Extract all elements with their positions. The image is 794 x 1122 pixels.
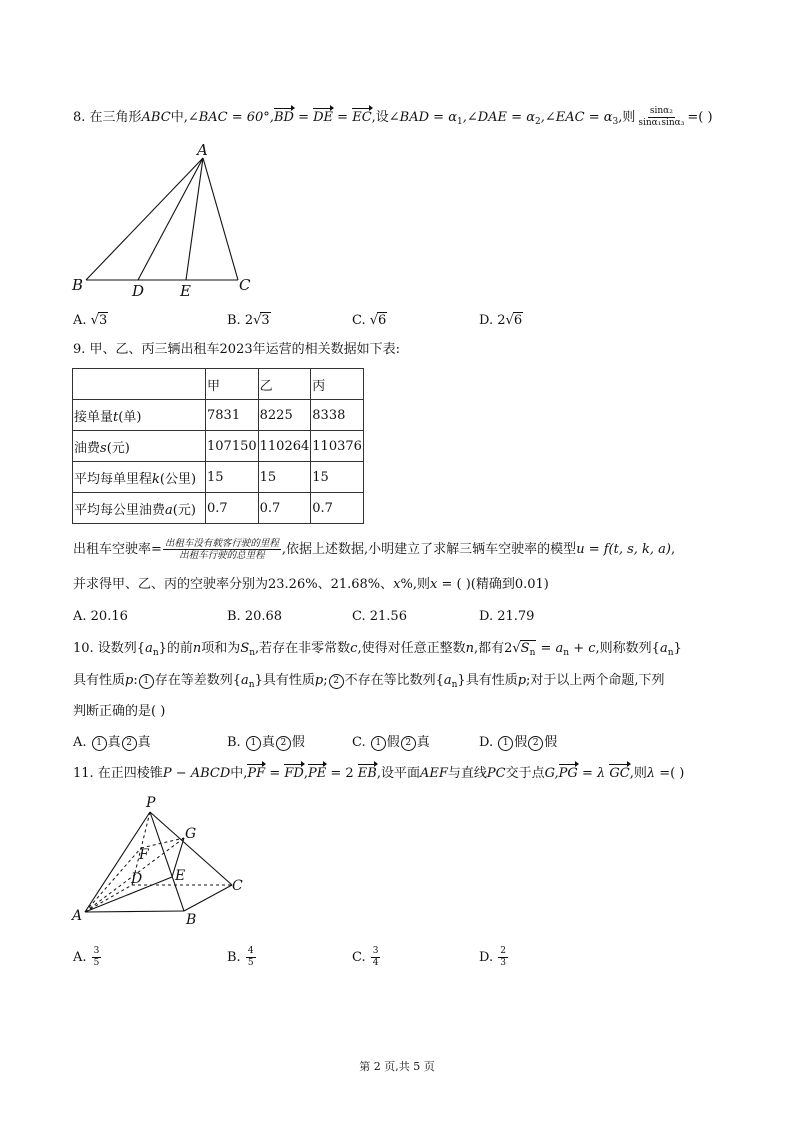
- footer-text: 页: [423, 1060, 435, 1073]
- q8-label-a: A: [197, 141, 208, 159]
- table-header-cell: [73, 369, 206, 400]
- q9-option-d[interactable]: D. 21.79: [479, 609, 535, 624]
- q10-option-b[interactable]: [227, 732, 305, 754]
- q10-text: ;对于以上两个命题,下列: [526, 673, 665, 688]
- table-row: [73, 431, 364, 462]
- q11-vector-eb: EB: [358, 763, 377, 785]
- q11-vector-fd: FD: [284, 763, 303, 785]
- option-letter: D.: [479, 735, 498, 750]
- q10-properties: [73, 670, 665, 696]
- table-cell: 8225: [258, 400, 311, 431]
- question-8-stem: [73, 106, 713, 133]
- q10-subscript: n: [152, 648, 159, 658]
- q11-equals: =: [265, 766, 285, 781]
- q9-text: 出租车空驶率=: [73, 542, 162, 557]
- row-label-text: 油费: [74, 440, 101, 456]
- table-cell: 0.7: [206, 493, 259, 524]
- circled-number-1: 1: [92, 736, 107, 751]
- row-label-text: 接单量: [74, 409, 114, 425]
- q9-text: ,: [671, 542, 676, 557]
- table-cell: 8338: [311, 400, 364, 431]
- fraction-denominator: 4: [372, 958, 379, 968]
- table-header-cell: 乙: [258, 369, 311, 400]
- question-9-stem: 9. 甲、乙、丙三辆出租车2023年运营的相关数据如下表:: [73, 342, 400, 357]
- q11-edge-bc: [184, 885, 232, 911]
- q10-text: 10. 设数列{: [73, 641, 146, 656]
- q9-fraction-denominator: 出租车行驶的总里程: [179, 550, 265, 561]
- table-cell: 110264: [258, 431, 311, 462]
- q8-angle-dae: ,∠DAE = α: [462, 110, 535, 125]
- radicand: 6: [378, 313, 387, 328]
- q10-var: a: [241, 673, 249, 688]
- q9-model-formula: u = f(t, s, k, a): [576, 542, 671, 557]
- radicand: 3: [98, 313, 108, 328]
- q10-text: :: [133, 673, 138, 688]
- row-label-text: 平均每公里油费: [74, 502, 166, 518]
- q8-angle-eac: ,∠EAC = α: [540, 110, 613, 125]
- q9-text: = ( )(精确到0.01): [437, 577, 549, 592]
- q10-formula: = a: [536, 641, 564, 656]
- option-word: 假: [386, 735, 400, 750]
- option-letter: A.: [73, 950, 91, 965]
- fraction-denominator: 5: [93, 958, 100, 968]
- q8-label-e: E: [180, 282, 191, 300]
- q11-lambda: λ: [646, 766, 656, 781]
- option-word: 真: [416, 735, 430, 750]
- fraction-denominator: 5: [247, 958, 254, 968]
- q9-option-a[interactable]: A. 20.16: [73, 609, 128, 624]
- option-letter: C.: [352, 735, 370, 750]
- q8-vector-ec: EC: [352, 107, 371, 129]
- q8-subscript: 2: [534, 117, 541, 127]
- q8-subscript: 3: [612, 117, 619, 127]
- q10-var: S: [520, 641, 530, 656]
- q11-point-g: G,: [544, 766, 559, 781]
- q8-vector-bd: BD: [274, 107, 294, 129]
- q10-text: }具有性质: [254, 673, 315, 688]
- q10-question-line: 判断正确的是( ): [73, 704, 166, 719]
- option-letter: B.: [227, 950, 245, 965]
- option-coefficient: 2: [244, 313, 254, 328]
- q10-var: p: [517, 673, 527, 688]
- q9-options: [73, 606, 753, 628]
- q11-pyramid-figure: [66, 792, 266, 930]
- q10-subscript: n: [451, 680, 458, 690]
- radicand: 6: [513, 313, 523, 328]
- circled-number-2: 2: [329, 674, 344, 689]
- q10-var: p: [314, 673, 324, 688]
- row-label-unit: (元): [106, 440, 130, 456]
- table-cell: 0.7: [258, 493, 311, 524]
- option-letter: C.: [352, 313, 370, 328]
- q11-text: 中,: [230, 766, 248, 781]
- row-label-variable: t: [113, 409, 119, 425]
- footer-text: 页,共: [384, 1060, 410, 1073]
- q10-var: p: [125, 673, 134, 688]
- table-row-label: [73, 431, 206, 462]
- q11-equals: = λ: [577, 766, 610, 781]
- circled-number-2: 2: [276, 736, 291, 751]
- row-label-unit: (公里): [159, 471, 197, 487]
- radicand: [520, 640, 537, 656]
- table-cell: 15: [311, 462, 364, 493]
- question-10-stem: [73, 638, 682, 664]
- q11-text: 11. 在正四棱锥: [73, 766, 163, 781]
- table-cell: 107150: [206, 431, 259, 462]
- table-header-row: [73, 369, 364, 400]
- option-fraction: [371, 946, 381, 969]
- circled-number-1: 1: [139, 674, 154, 689]
- q8-text: 中,: [170, 110, 188, 125]
- q11-option-a[interactable]: [73, 946, 102, 969]
- q8-equals: =: [293, 110, 314, 125]
- q11-vector-pf: PF: [247, 763, 265, 785]
- q8-option-b[interactable]: [227, 310, 271, 332]
- q10-text: ,都有2: [473, 641, 513, 656]
- table-row: [73, 400, 364, 431]
- q11-plane-aef: AEF: [419, 766, 448, 781]
- q8-triangle-figure: [66, 138, 266, 302]
- q8-segment-ad: [138, 158, 203, 280]
- circled-number-2: 2: [528, 736, 543, 751]
- q11-label-a: A: [72, 908, 83, 924]
- q11-segment-ae: [85, 877, 172, 912]
- option-word: 假: [544, 735, 558, 750]
- q8-fraction-numerator: sinα₂: [649, 106, 673, 116]
- q8-label-d: D: [132, 282, 145, 300]
- row-label-variable: a: [165, 502, 173, 518]
- q10-text: }具有性质: [457, 673, 518, 688]
- sqrt-symbol: $√S_n$: [512, 641, 536, 658]
- q9-data-table: [72, 368, 364, 524]
- footer-total-pages: 5: [413, 1060, 421, 1073]
- q8-label-b: B: [72, 276, 84, 294]
- q10-text: }的前: [158, 641, 193, 656]
- table-cell: 15: [258, 462, 311, 493]
- q8-equals: =: [333, 110, 353, 125]
- q8-angle-bac: ∠BAC = 60°,: [187, 110, 274, 125]
- row-label-unit: (元): [172, 502, 196, 518]
- option-fraction: [92, 946, 102, 969]
- q11-text: 交于点: [505, 766, 545, 781]
- table-cell: 0.7: [311, 493, 364, 524]
- table-cell: 7831: [206, 400, 259, 431]
- q9-variable-x: x: [429, 577, 438, 592]
- q10-option-c[interactable]: [352, 732, 430, 754]
- q11-text: ,则: [629, 766, 647, 781]
- q10-var: S: [240, 641, 250, 656]
- q11-label-b: B: [186, 912, 197, 928]
- q8-answer-blank: =( ): [687, 110, 713, 125]
- q11-vector-pg: PG: [559, 763, 578, 785]
- q10-subscript: n: [529, 648, 536, 658]
- option-word: 假: [514, 735, 528, 750]
- option-letter: B.: [227, 313, 245, 328]
- q11-options: [73, 946, 753, 968]
- q8-vector-de: DE: [313, 107, 333, 129]
- q10-subscript: n: [667, 648, 674, 658]
- sqrt-symbol: √3: [90, 313, 108, 328]
- table-header-cell: 甲: [206, 369, 259, 400]
- q10-formula: + c: [569, 641, 596, 656]
- table-row: [73, 462, 364, 493]
- q8-fraction: [636, 106, 686, 129]
- circled-number-2: 2: [122, 736, 137, 751]
- q11-vector-gc: GC: [609, 763, 629, 785]
- fraction-numerator: 3: [93, 946, 100, 956]
- row-label-variable: s: [100, 440, 107, 456]
- q11-option-b[interactable]: [227, 946, 257, 969]
- q9-text: 并求得甲、乙、丙的空驶率分别为23.26%、21.68%、: [73, 577, 394, 592]
- circled-number-1: 1: [498, 736, 513, 751]
- q11-label-g: G: [185, 826, 197, 842]
- q8-option-d[interactable]: [479, 310, 523, 332]
- option-letter: D.: [479, 950, 498, 965]
- q10-var: c: [350, 641, 358, 656]
- q8-fraction-denominator: sinα₁sinα₃: [638, 118, 685, 128]
- sqrt-symbol: √6: [369, 313, 387, 328]
- option-fraction: [498, 946, 508, 969]
- q10-text: ,则称数列{: [595, 641, 660, 656]
- option-coefficient: 2: [497, 313, 506, 328]
- question-11-stem: [73, 763, 684, 785]
- q11-text: 与直线: [447, 766, 487, 781]
- q9-text: %,则: [400, 577, 430, 592]
- q8-options: [73, 310, 753, 332]
- q9-variable-x: x: [393, 577, 401, 592]
- q11-vector-pe: PE: [308, 763, 326, 785]
- q10-var: a: [659, 641, 668, 656]
- q10-var: n: [465, 641, 474, 656]
- row-label-unit: (单): [118, 409, 142, 425]
- option-letter: B.: [227, 735, 245, 750]
- table-row-label: [73, 493, 206, 524]
- q8-segment-ae: [186, 158, 203, 280]
- option-word: 真: [261, 735, 275, 750]
- q9-rate-definition: [73, 538, 675, 561]
- row-label-text: 平均每单里程: [74, 471, 153, 487]
- option-word: 真: [107, 735, 121, 750]
- radicand: 3: [261, 313, 270, 328]
- q11-edge-ad-hidden: [85, 885, 132, 912]
- table-cell: 110376: [311, 431, 364, 462]
- q8-edge-ac: [203, 158, 238, 280]
- table-row-label: [73, 462, 206, 493]
- q8-text: ,则: [618, 110, 636, 125]
- fraction-numerator: 2: [500, 946, 506, 956]
- q10-option-a[interactable]: [73, 732, 151, 754]
- q10-text: ;: [323, 673, 328, 688]
- q11-pyramid-name: P − ABCD: [162, 766, 231, 781]
- q8-subscript: 1: [456, 117, 463, 127]
- q11-label-d: D: [131, 871, 143, 887]
- q8-edge-ab: [86, 158, 203, 280]
- q11-label-f: F: [139, 847, 149, 863]
- q9-question-line: [73, 574, 549, 596]
- q11-text: ,: [303, 766, 308, 781]
- fraction-denominator: 3: [500, 958, 506, 968]
- q10-options: [73, 732, 753, 754]
- q10-text: 存在等差数列{: [154, 673, 242, 688]
- q10-subscript: n: [249, 648, 256, 658]
- q10-text: 具有性质: [73, 673, 126, 688]
- q8-option-c[interactable]: [352, 310, 387, 332]
- q8-option-a[interactable]: [73, 310, 108, 332]
- q10-subscript: n: [248, 680, 255, 690]
- q11-answer-blank: =( ): [655, 766, 685, 781]
- option-letter: A.: [73, 313, 91, 328]
- fraction-numerator: 3: [372, 946, 379, 956]
- table-cell: 15: [206, 462, 259, 493]
- q10-subscript: n: [563, 648, 570, 658]
- q8-label-c: C: [239, 276, 251, 294]
- q10-var: n: [192, 641, 202, 656]
- q11-option-c[interactable]: [352, 946, 381, 969]
- q10-option-d[interactable]: [479, 732, 557, 754]
- q11-label-c: C: [232, 878, 243, 894]
- option-letter: A.: [73, 735, 91, 750]
- circled-number-1: 1: [246, 736, 261, 751]
- table-row: [73, 493, 364, 524]
- option-fraction: [246, 946, 256, 969]
- q10-text: 不存在等比数列{: [344, 673, 444, 688]
- q11-label-p: P: [146, 795, 156, 811]
- q8-triangle-name: ABC: [141, 110, 171, 125]
- q10-var: a: [443, 673, 452, 688]
- q9-fraction-numerator: 出租车没有载客行驶的里程: [164, 538, 279, 549]
- q11-equals: = 2: [326, 766, 358, 781]
- q9-text: ,依据上述数据,小明建立了求解三辆车空驶率的模型: [281, 542, 577, 557]
- circled-number-1: 1: [371, 736, 386, 751]
- fraction-numerator: 4: [247, 946, 254, 956]
- table-row-label: [73, 400, 206, 431]
- option-word: 真: [137, 735, 151, 750]
- q11-label-e: E: [175, 868, 186, 884]
- q10-text: ,使得对任意正整数: [357, 641, 466, 656]
- table-header-cell: 丙: [311, 369, 364, 400]
- q9-rate-fraction: [163, 538, 281, 561]
- q8-text: 8. 在三角形: [73, 110, 142, 125]
- option-letter: D.: [479, 313, 498, 328]
- q11-line-pc: PC: [486, 766, 506, 781]
- q10-text: 项和为: [201, 641, 241, 656]
- sqrt-symbol: √6: [505, 313, 523, 328]
- q9-option-b[interactable]: B. 20.68: [227, 609, 283, 624]
- q9-option-c[interactable]: C. 21.56: [352, 609, 407, 624]
- option-word: 假: [291, 735, 305, 750]
- q8-angle-bad: ∠BAD = α: [388, 110, 457, 125]
- q10-var: a: [145, 641, 153, 656]
- q10-text: ,若存在非零常数: [255, 641, 351, 656]
- q8-text: ,设: [371, 110, 389, 125]
- q11-text: ,设平面: [376, 766, 420, 781]
- circled-number-2: 2: [401, 736, 416, 751]
- q11-option-d[interactable]: [479, 946, 509, 969]
- sqrt-symbol: √3: [253, 313, 270, 328]
- page-footer: [0, 1058, 794, 1074]
- footer-page-number: 2: [373, 1060, 381, 1073]
- q10-text: }: [673, 641, 682, 656]
- footer-text: 第: [359, 1060, 371, 1073]
- row-label-variable: k: [152, 471, 160, 487]
- option-letter: C.: [352, 950, 370, 965]
- q11-edge-ab: [85, 911, 184, 912]
